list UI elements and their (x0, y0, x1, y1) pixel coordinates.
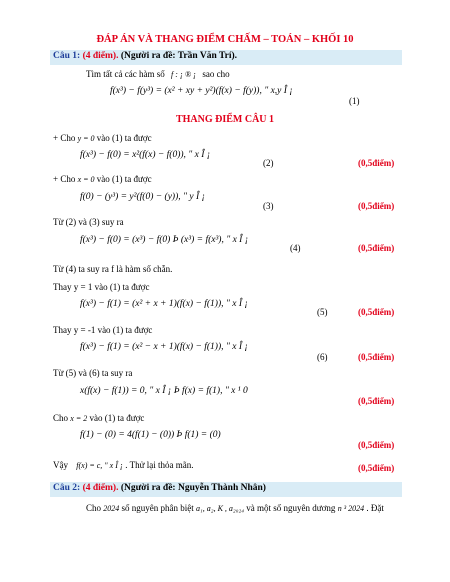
step-8-equation: f(1) − (0) = 4(f(1) − (0)) Þ f(1) = (0) (80, 430, 221, 440)
page-title: ĐÁP ÁN VÀ THANG ĐIỂM CHẤM – TOÁN – KHỐI 10 (96, 34, 354, 45)
step-text: vào (1) ta được (89, 413, 145, 423)
step-text: + Cho (53, 174, 76, 184)
question-2-prompt (86, 503, 384, 513)
step-7-equation: x(f(x) − f(1)) = 0, " x Î ¡ Þ f(x) = f(1), " x ¹ 0 (80, 386, 248, 396)
step-7-intro: Từ (5) và (6) ta suy ra (53, 368, 133, 378)
question-2-label: Câu 2: (53, 483, 81, 493)
step-text: vào (1) ta được (96, 174, 152, 184)
step-var: x = 2 (70, 414, 88, 423)
prompt-text: Tìm tất cả các hàm số (86, 69, 165, 79)
step-7-points: (0,5điểm) (358, 396, 395, 406)
question-1-prompt (86, 69, 230, 79)
question-1-author: (Người ra đề: Trần Văn Trí). (120, 51, 237, 61)
step-9-conclusion (53, 460, 193, 470)
prompt-text: . Đặt (366, 503, 384, 513)
math-sequence: a₁, a₂, K , a₂₀₂₄ (196, 504, 245, 513)
math-condition: n ³ 2024 (337, 504, 365, 513)
step-5-equation: f(x³) − f(1) = (x² + x + 1)(f(x) − f(1)), " x Î ¡ (80, 299, 249, 309)
step-text: + Cho (53, 133, 76, 143)
step-text: Cho (53, 413, 69, 423)
step-6-intro: Thay y = -1 vào (1) ta được (53, 325, 153, 335)
equation-number-6: (6) (317, 352, 328, 362)
step-text: vào (1) ta được (96, 133, 152, 143)
equation-number-2: (2) (263, 158, 274, 168)
step-2-equation: f(0) − (y³) = y²(f(0) − (y)), " y Î ¡ (80, 192, 206, 202)
step-text: Vậy (53, 460, 68, 470)
step-5-points: (0,5điểm) (358, 307, 395, 317)
step-3-equation: f(x³) − f(0) = (x³) − f(0) Þ (x³) = f(x³), " x Î ¡ (80, 235, 249, 245)
step-3-points: (0,5điểm) (358, 243, 395, 253)
prompt-text: và một số nguyên dương (246, 503, 336, 513)
step-1-points: (0,5điểm) (358, 158, 395, 168)
step-var: y = 0 (77, 134, 95, 143)
equation-number-5: (5) (317, 307, 328, 317)
step-var: x = 0 (77, 175, 95, 184)
math-count: 2024 (103, 504, 120, 513)
step-2-points: (0,5điểm) (358, 201, 395, 211)
equation-number-3: (3) (263, 201, 274, 211)
question-2-points: (4 điểm). (82, 483, 119, 493)
rubric-title: THANG ĐIỂM CÂU 1 (175, 114, 275, 125)
step-1-equation: f(x³) − f(0) = x²(f(x) − f(0)), " x Î ¡ (80, 150, 211, 160)
step-8-points: (0,5điểm) (358, 440, 395, 450)
question-1-points: (4 điểm). (82, 51, 119, 61)
prompt-end: sao cho (202, 69, 230, 79)
equation-number-1: (1) (349, 96, 360, 106)
step-3-intro: Từ (2) và (3) suy ra (53, 217, 124, 227)
step-6-equation: f(x³) − f(1) = (x² − x + 1)(f(x) − f(1)), " x Î ¡ (80, 342, 249, 352)
equation-number-4: (4) (290, 243, 301, 253)
question-1-equation: f(x³) − f(y³) = (x² + xy + y²)(f(x) − f(y)), " x,y Î ¡ (110, 86, 293, 96)
step-9-points: (0,5điểm) (358, 463, 395, 473)
question-1-label: Câu 1: (53, 51, 81, 61)
question-2-author: (Người ra đề: Nguyễn Thành Nhân) (120, 483, 266, 493)
step-5-intro: Thay y = 1 vào (1) ta được (53, 282, 150, 292)
step-equation: f(x) = c, " x Î ¡ (76, 461, 123, 470)
step-6-points: (0,5điểm) (358, 352, 395, 362)
step-1-intro (53, 133, 152, 143)
function-signature: f : ¡ ® ¡ (170, 70, 197, 79)
question-2-title (53, 483, 266, 493)
step-2-intro (53, 174, 152, 184)
step-text: . Thử lại thỏa mãn. (125, 460, 194, 470)
prompt-text: số nguyên phân biệt (121, 503, 194, 513)
step-4-text: Từ (4) ta suy ra f là hàm số chẵn. (53, 264, 173, 274)
prompt-text: Cho (86, 503, 102, 513)
step-8-intro (53, 413, 144, 423)
question-1-title (53, 51, 237, 61)
